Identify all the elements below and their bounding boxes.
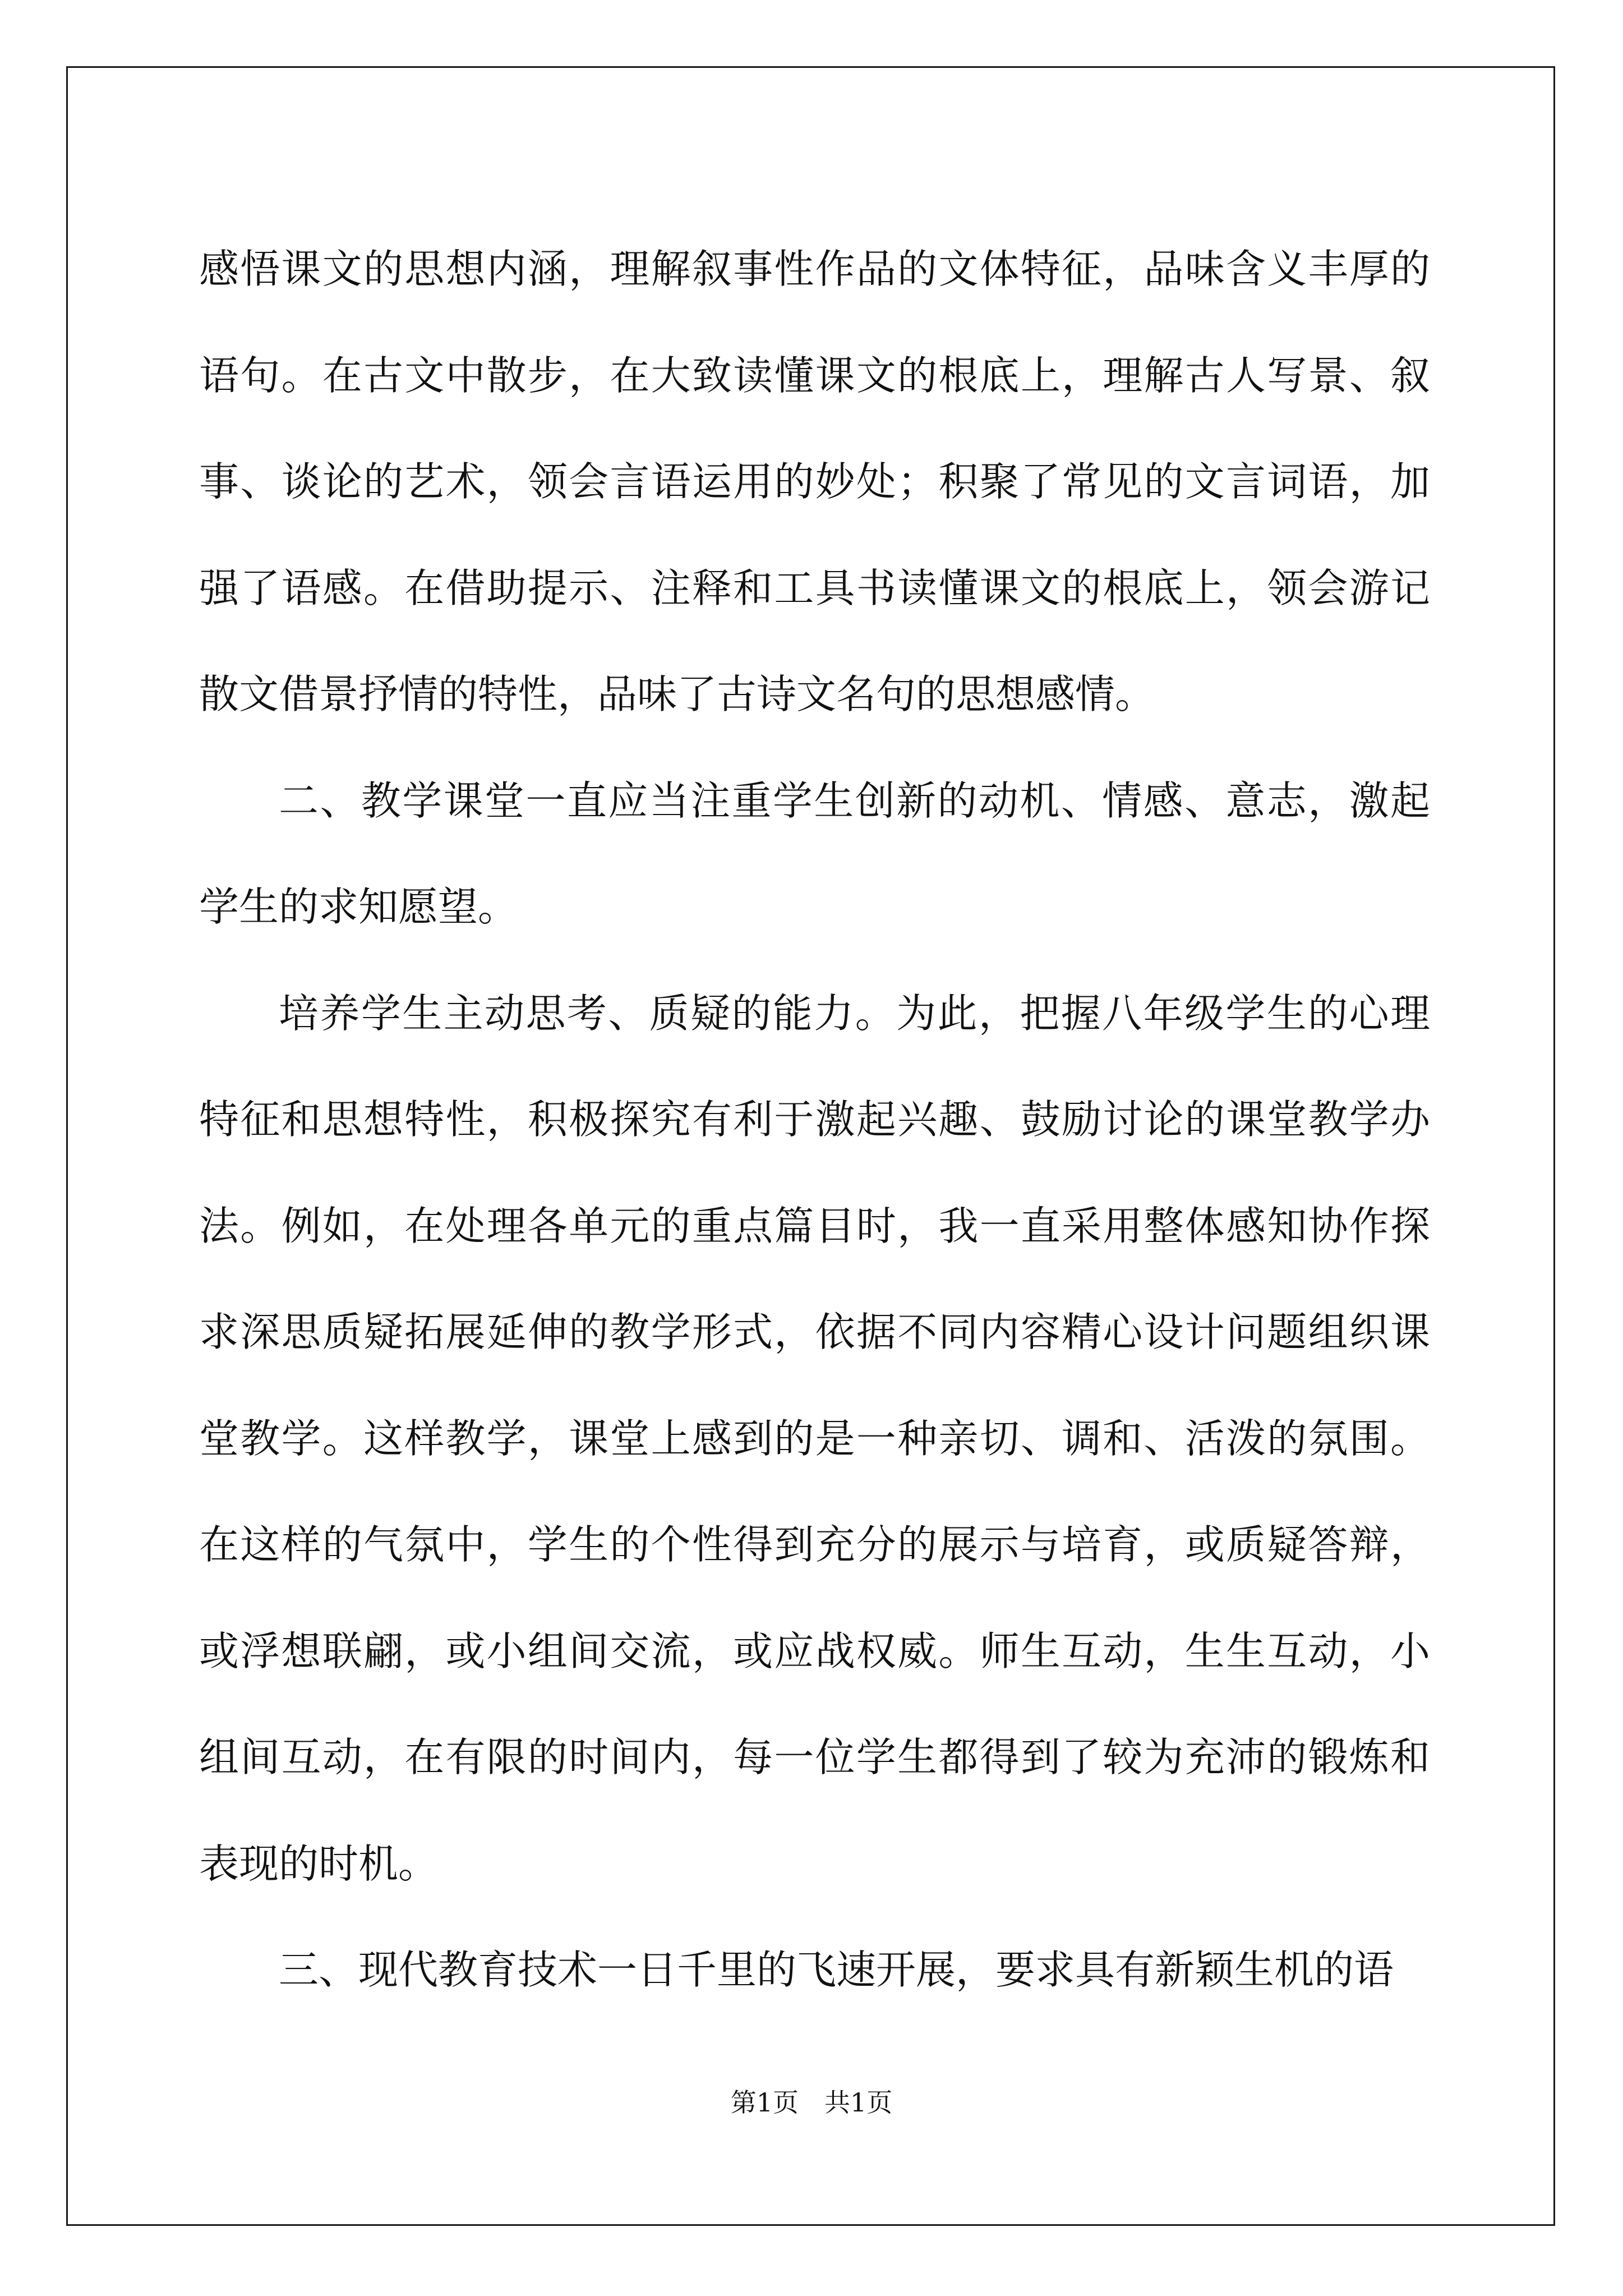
paragraph-2: 二、教学课堂一直应当注重学生创新的动机、情感、意志，激起学生的求知愿望。 (199, 777, 1430, 930)
document-body (199, 216, 1430, 1993)
paragraph-3: 培养学生主动思考、质疑的能力。为此，把握八年级学生的心理特征和思想特性，积极探究有利于激起兴趣、鼓励讨论的课堂教学办法。例如，在处理各单元的重点篇目时，我一直采用整体感知协作探求深思质疑拓展延伸的教学形式，依据不同内容精心设计问题组织课堂教学。这样教学，课堂上感到的是一种亲切、调和、活泼的氛围。在这样的气氛中，学生的个性得到充分的展示与培育，或质疑答辩，或浮想联翩，或小组间交流，或应战权威。师生互动，生生互动，小组间互动，在有限的时间内，每一位学生都得到了较为充沛的锻炼和表现的时机。 (199, 990, 1430, 1887)
paragraph-4: 三、现代教育技术一日千里的飞速开展，要求具有新颖生机的语 (279, 1947, 1394, 1993)
page-footer: 第1页 共1页 (730, 2087, 893, 2118)
paragraph-1: 感悟课文的思想内涵，理解叙事性作品的文体特征，品味含义丰厚的语句。在古文中散步，在大致读懂课文的根底上，理解古人写景、叙事、谈论的艺术，领会言语运用的妙处；积聚了常见的文言词语，加强了语感。在借助提示、注释和工具书读懂课文的根底上，领会游记散文借景抒情的特性，品味了古诗文名句的思想感情。 (199, 246, 1430, 717)
